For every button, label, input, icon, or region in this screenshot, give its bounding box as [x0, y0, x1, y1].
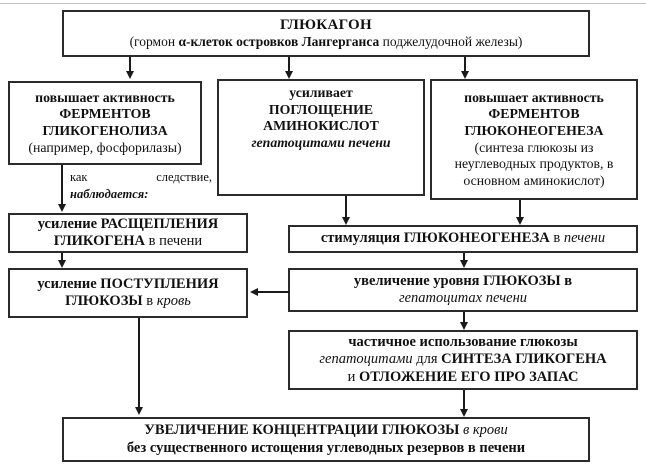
amino-uptake-line4: гепатоцитами печени: [251, 134, 391, 150]
box-final-result: [62, 417, 590, 462]
amino-uptake-line2: ПОГЛОЩЕНИЕ: [268, 101, 374, 117]
glucagon-title: ГЛЮКАГОН: [280, 17, 372, 34]
note-consequence: [70, 169, 212, 203]
gluconeo-enzymes-line1: повышает активность: [464, 89, 604, 105]
arrow-glucagon-to-amino-head: [285, 71, 293, 79]
box-gluconeogenesis-stimulation: [288, 225, 638, 253]
arrow-glucagon-to-glycogenolysis-head: [126, 71, 134, 79]
note-line2: наблюдается:: [70, 186, 149, 201]
glucose-level-line2: гепатоцитах печени: [398, 290, 528, 306]
amino-uptake-line3: АМИНОКИСЛОТ: [263, 118, 379, 134]
gluconeo-enzymes-line2: ФЕРМЕНТОВ: [488, 106, 580, 122]
gluconeo-enzymes-line4: (синтеза глюкозы из неуглеводных продуктов, в основном аминокислот): [454, 139, 614, 188]
arrow-stimulation-to-level-line: [463, 253, 465, 260]
box-partial-glucose-use: [288, 330, 638, 390]
arrow-partial-to-final-line: [463, 390, 465, 409]
gluconeo-enzymes-line3: ГЛЮКОНЕОГЕНЕЗА: [464, 122, 604, 138]
arrow-gluconeo-to-stimulation-head: [516, 217, 524, 225]
arrow-glucagon-to-gluconeo-line: [464, 57, 466, 71]
arrow-level-to-release-line: [258, 291, 290, 293]
arrow-amino-to-stimulation-head: [342, 217, 350, 225]
box-glucose-level-increase: [288, 268, 638, 312]
glycogenolysis-line3: ГЛИКОГЕНОЛИЗА: [42, 123, 168, 138]
arrow-glucagon-to-amino-line: [288, 57, 290, 71]
arrow-glucagon-to-gluconeo-head: [461, 71, 469, 79]
final-result-line1: УВЕЛИЧЕНИЕ КОНЦЕНТРАЦИИ ГЛЮКОЗЫ в крови: [144, 422, 508, 439]
box-glucose-release: [8, 268, 248, 318]
arrow-glycogenolysis-to-breakdown-head: [58, 204, 66, 212]
glycogen-breakdown-line2: ГЛИКОГЕНА в печени: [53, 233, 203, 249]
partial-use-line2: гепатоцитами для СИНТЕЗА ГЛИКОГЕНА: [319, 351, 607, 368]
arrow-breakdown-to-release-head: [58, 260, 66, 268]
amino-uptake-line1: усиливает: [289, 85, 353, 100]
glucose-release-line1: усиление ПОСТУПЛЕНИЯ: [37, 275, 219, 292]
note-line1: как следствие,: [70, 170, 212, 184]
box-amino-acid-uptake: [217, 79, 425, 196]
scan-edge-rule: [0, 3, 646, 4]
arrow-partial-to-final-head: [460, 409, 468, 417]
box-gluconeogenesis-enzymes: [430, 79, 638, 200]
arrow-glucagon-to-glycogenolysis-line: [129, 57, 131, 71]
glycogenolysis-line4: (например, фосфорилазы): [28, 139, 182, 155]
arrow-stimulation-to-level-head: [460, 260, 468, 268]
arrow-release-to-final-head: [135, 407, 143, 415]
arrow-glycogenolysis-to-breakdown-line: [61, 165, 63, 204]
arrow-level-to-release-head: [250, 288, 258, 296]
final-result-line2: без существенного истощения углеводных резервов в печени: [126, 439, 526, 456]
glycogenolysis-line2: ФЕРМЕНТОВ: [59, 106, 151, 122]
partial-use-line1: частичное использование глюкозы: [348, 333, 578, 350]
box-glycogen-breakdown: [8, 213, 248, 253]
arrow-level-to-partial-head: [460, 322, 468, 330]
box-glucagon: [62, 10, 590, 57]
arrow-amino-to-stimulation-line: [345, 196, 347, 217]
glucagon-subtitle: (гормон α-клеток островков Лангерганса поджелудочной железы): [129, 34, 523, 50]
glucose-level-line1: увеличение уровня ГЛЮКОЗЫ в: [353, 272, 573, 289]
glucose-release-line2: ГЛЮКОЗЫ в кровь: [65, 293, 191, 309]
arrow-gluconeo-to-stimulation-line: [519, 200, 521, 217]
arrow-level-to-partial-line: [463, 312, 465, 322]
arrow-release-to-final-line: [138, 318, 140, 407]
gluconeo-stimulation-line: стимуляция ГЛЮКОНЕОГЕНЕЗА в печени: [320, 230, 606, 247]
partial-use-line3: и ОТЛОЖЕНИЕ ЕГО ПРО ЗАПАС: [347, 368, 579, 385]
glycogen-breakdown-line1: усиление РАСЩЕПЛЕНИЯ: [37, 215, 219, 232]
glycogenolysis-line1: повышает активность: [35, 89, 175, 105]
box-glycogenolysis-enzymes: [8, 81, 202, 165]
